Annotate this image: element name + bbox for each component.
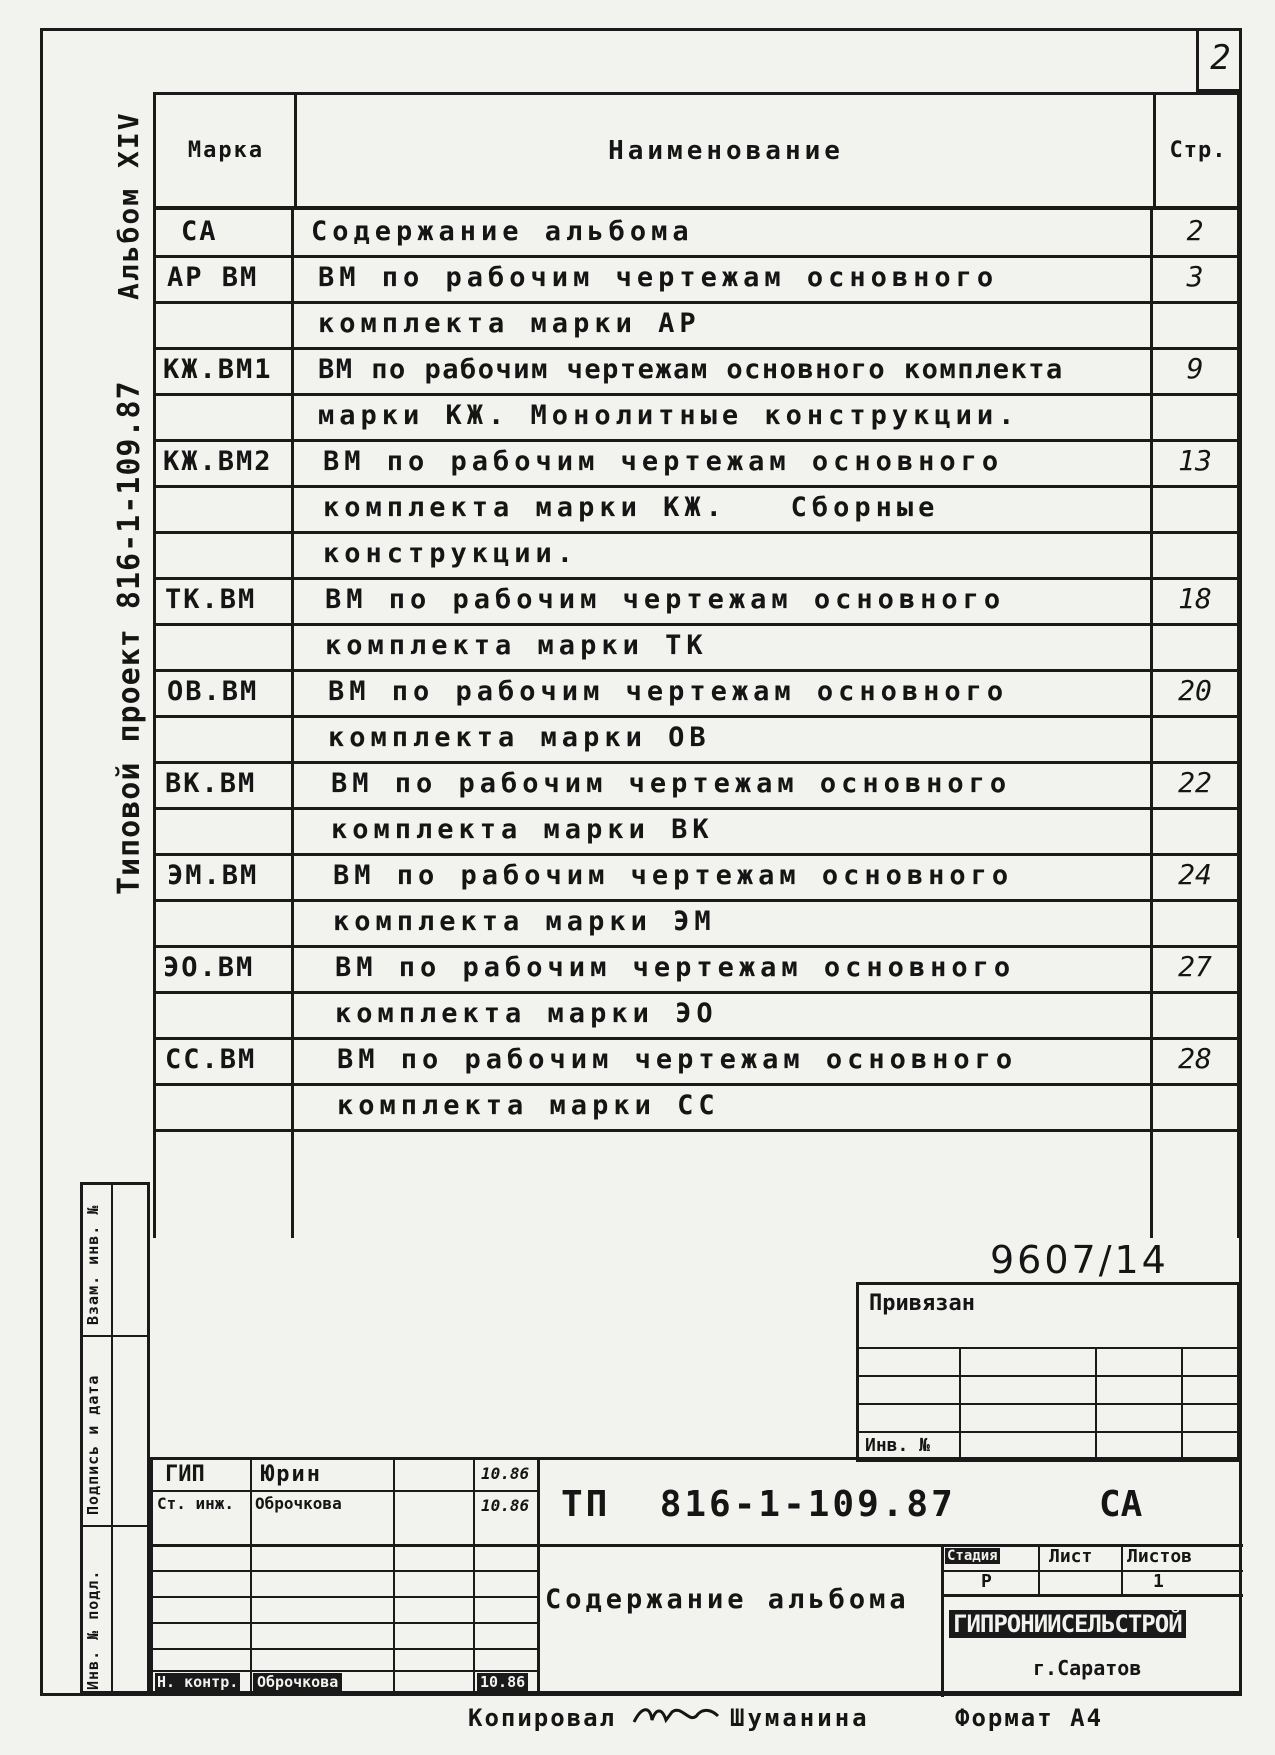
podpis-label: Подпись и дата [84,1374,102,1515]
row-text: комплекта марки АР [318,308,701,339]
stamp-norm-role: Н. контр. [157,1673,239,1691]
row-text: комплекта марки ЭО [335,998,718,1029]
table-header [153,92,1240,210]
header-name: Наименование [608,135,844,166]
stamp-engineer-name: Оброчкова [255,1494,342,1513]
row-text: ВМ по рабочим чертежам основного комплекта [318,354,1064,385]
row-page: 3 [1186,260,1204,293]
stamp-sheet: 1 [1153,1571,1164,1592]
row-text: ВМ по рабочим чертежам основного [335,952,1016,983]
stamp-code: ТП 816-1-109.87 [561,1484,956,1525]
row-mark: КЖ.ВМ1 [163,354,273,385]
copier-signature [632,1702,720,1728]
row-page: 20 [1178,674,1212,707]
row-mark: ВК.ВМ [165,768,257,799]
vzam-label: Взам. инв. № [84,1204,102,1325]
inv-podl-label: Инв. № подл. [84,1569,102,1690]
row-text: ВМ по рабочим чертежам основного [318,262,999,293]
stamp-city: г.Саратов [1033,1656,1142,1680]
row-mark: ТК.ВМ [165,584,257,615]
row-mark: СА [181,216,218,247]
stamp-sheet-header: Лист [1049,1546,1093,1567]
row-text: ВМ по рабочим чертежам основного [333,860,1014,891]
row-text: комплекта марки ТК [325,630,708,661]
row-mark: ОВ.ВМ [167,676,259,707]
row-text: Содержание альбома [311,216,694,247]
stamp-title: Содержание альбома [545,1584,910,1615]
row-text: ВМ по рабочим чертежам основного [337,1044,1018,1075]
row-page: 9 [1186,352,1204,385]
album-label: Альбом XIV [112,111,145,300]
row-mark: АР ВМ [167,262,259,293]
project-title: Типовой проект 816-1-109.87 [112,380,147,895]
row-text: ВМ по рабочим чертежам основного [323,446,1004,477]
footer-copied-label: Копировал [468,1704,617,1732]
row-text: ВМ по рабочим чертежам основного [331,768,1012,799]
row-text: ВМ по рабочим чертежам основного [328,676,1009,707]
stamp-engineer-role: Ст. инж. [157,1494,235,1513]
binding-box [856,1282,1240,1462]
stamp-norm-name: Оброчкова [253,1673,342,1691]
footer-copier: Шуманина [730,1704,870,1732]
inventory-number: 9607/14 [990,1238,1169,1282]
row-text: комплекта марки ВК [331,814,714,845]
row-text: конструкции. [323,538,579,569]
header-mark: Марка [187,138,265,163]
stamp-engineer-date: 10.86 [481,1496,530,1515]
stamp-gip-date: 10.86 [481,1464,530,1483]
row-text: комплекта марки ОВ [328,722,711,753]
stamp-mark: СА [1099,1484,1143,1525]
stamp-org: ГИПРОНИИСЕЛЬСТРОЙ [949,1610,1186,1638]
row-text: комплекта марки СС [337,1090,720,1121]
title-block [150,1457,1240,1694]
row-text: комплекта марки КЖ. Сборные [323,492,940,523]
page-number: 2 [1196,28,1242,92]
stamp-sheets-header: Листов [1127,1546,1193,1567]
row-page: 18 [1178,582,1212,615]
row-text: ВМ по рабочим чертежам основного [325,584,1006,615]
row-text: марки КЖ. Монолитные конструкции. [318,400,1020,431]
row-page: 27 [1178,950,1212,983]
footer-format: Формат А4 [955,1704,1104,1732]
binding-inv-label: Инв. № [865,1435,931,1456]
row-mark: КЖ.ВМ2 [163,446,273,477]
row-mark: СС.ВМ [165,1044,257,1075]
row-mark: ЭМ.ВМ [167,860,259,891]
stamp-gip-role: ГИП [165,1462,205,1487]
stamp-stage-header: Стадия [947,1548,998,1564]
row-page: 24 [1178,858,1212,891]
binding-title: Привязан [869,1291,975,1316]
row-page: 2 [1186,214,1204,247]
stamp-norm-date: 10.86 [477,1673,528,1691]
row-page: 22 [1178,766,1212,799]
row-page: 13 [1178,444,1212,477]
row-page: 28 [1178,1042,1212,1075]
row-text: комплекта марки ЭМ [333,906,716,937]
row-mark: ЭО.ВМ [163,952,255,983]
stamp-gip-name: Юрин [261,1462,322,1487]
header-page: Стр. [1169,138,1227,163]
stamp-stage: Р [981,1571,992,1592]
